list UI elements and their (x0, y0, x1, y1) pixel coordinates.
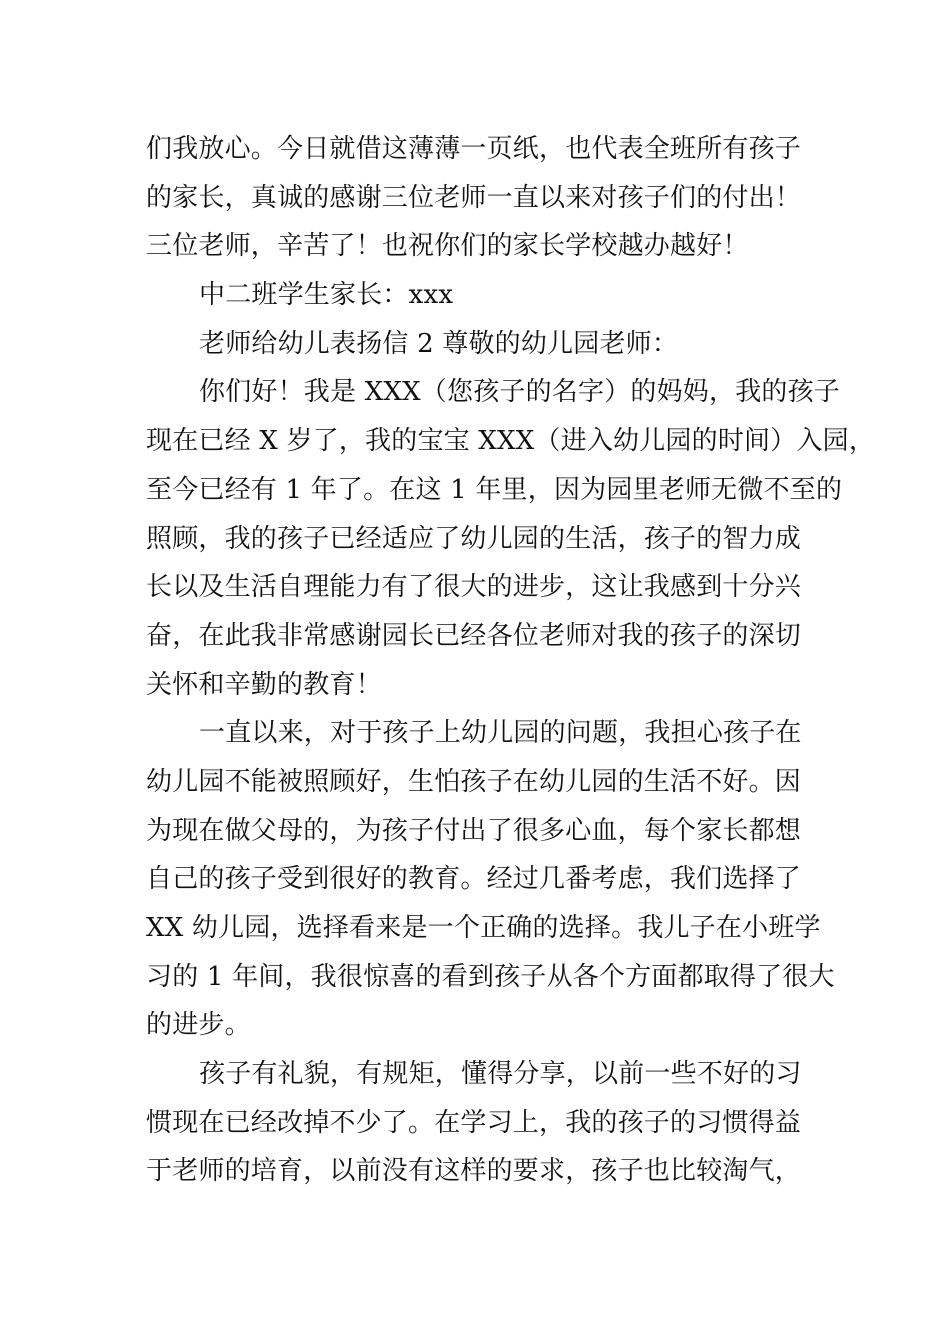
text-line: 的进步。 (146, 1010, 251, 1041)
text-line: 照顾，我的孩子已经适应了幼儿园的生活，孩子的智力成 (146, 523, 802, 554)
text-line: 现在已经 X 岁了，我的宝宝 XXX（进入幼儿园的时间）入园， (146, 426, 876, 457)
letter-body (146, 125, 876, 1196)
text-line: 们我放心。今日就借这薄薄一页纸，也代表全班所有孩子 (146, 134, 802, 164)
text-line: 习的 1 年间，我很惊喜的看到孩子从各个方面都取得了很大 (146, 961, 835, 992)
text-line: 惯现在已经改掉不少了。在学习上，我的孩子的习惯得益 (146, 1107, 802, 1138)
text-line: 至今已经有 1 年了。在这 1 年里，因为园里老师无微不至的 (146, 474, 843, 505)
text-line: 的家长，真诚的感谢三位老师一直以来对孩子们的付出！ (146, 182, 802, 213)
text-line: 幼儿园不能被照顾好，生怕孩子在幼儿园的生活不好。因 (146, 766, 802, 797)
text-line: 一直以来，对于孩子上幼儿园的问题，我担心孩子在 (199, 718, 802, 749)
text-line: 奋，在此我非常感谢园长已经各位老师对我的孩子的深切 (146, 620, 802, 651)
text-line: 关怀和辛勤的教育！ (146, 669, 382, 700)
text-line: 于老师的培育，以前没有这样的要求，孩子也比较淘气， (146, 1156, 802, 1187)
text-line: 中二班学生家长：xxx (199, 280, 454, 311)
text-line: 老师给幼儿表扬信 2 尊敬的幼儿园老师： (199, 328, 679, 359)
text-line: 长以及生活自理能力有了很大的进步，这让我感到十分兴 (146, 572, 802, 603)
text-line: 三位老师，辛苦了！也祝你们的家长学校越办越好！ (146, 231, 749, 262)
text-line: 你们好！我是 XXX（您孩子的名字）的妈妈，我的孩子 (199, 377, 840, 408)
text-line: XX 幼儿园，选择看来是一个正确的选择。我儿子在小班学 (146, 913, 821, 943)
text-line: 孩子有礼貌，有规矩，懂得分享，以前一些不好的习 (199, 1059, 802, 1090)
text-line: 为现在做父母的，为孩子付出了很多心血，每个家长都想 (146, 815, 802, 846)
text-line: 自己的孩子受到很好的教育。经过几番考虑，我们选择了 (146, 864, 802, 895)
